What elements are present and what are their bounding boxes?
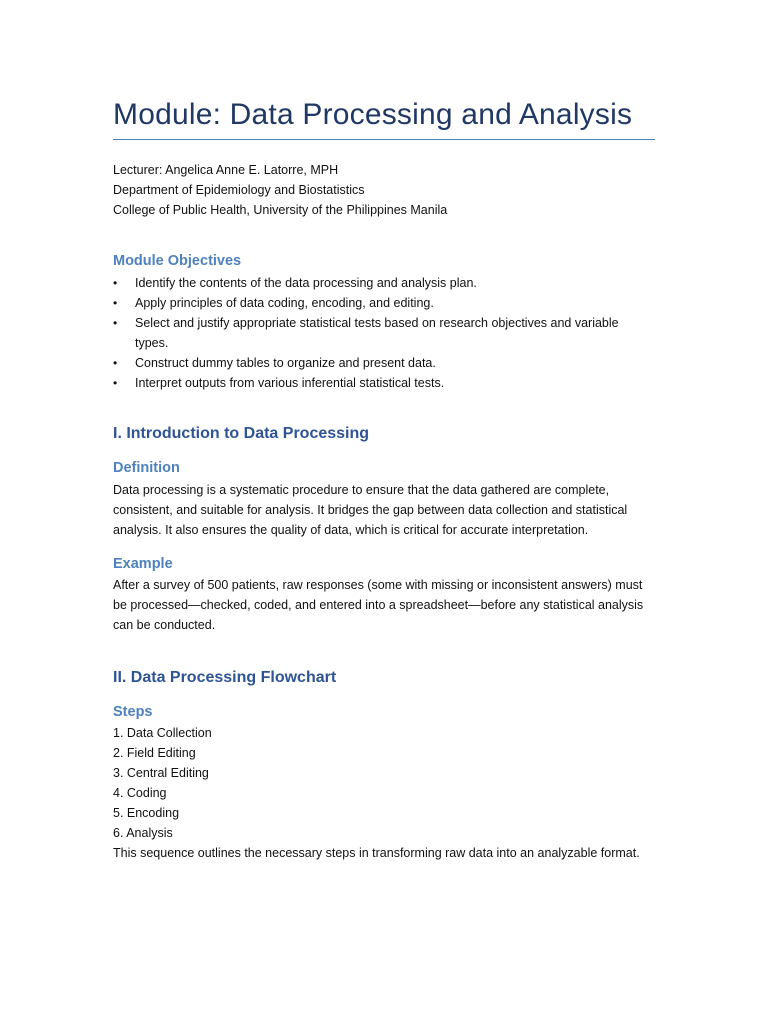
department-name: Department of Epidemiology and Biostatistics: [113, 183, 365, 197]
bullet-icon: •: [113, 276, 118, 290]
list-item: 5. Encoding: [113, 806, 180, 820]
example-heading: Example: [113, 556, 173, 572]
list-item: 6. Analysis: [113, 826, 173, 840]
steps-summary: This sequence outlines the necessary steps in transforming raw data into an analyzable format.: [113, 846, 640, 860]
objectives-heading: Module Objectives: [113, 253, 242, 269]
steps-heading: Steps: [113, 704, 153, 720]
definition-heading: Definition: [113, 460, 180, 476]
objectives-list: [113, 273, 655, 393]
bullet-icon: •: [113, 376, 118, 390]
bullet-icon: •: [113, 316, 118, 330]
list-item: • Apply principles of data coding, encoding, and editing.: [113, 293, 655, 313]
lecturer-info: [113, 160, 655, 220]
document-title: Module: Data Processing and Analysis: [113, 98, 633, 131]
section-heading-flowchart: II. Data Processing Flowchart: [113, 669, 337, 686]
example-text: After a survey of 500 patients, raw responses (some with missing or inconsistent answers) must be processed—checked, coded, and entered into a spreadsheet—before any statistical analysis can be conducted.: [113, 578, 644, 632]
college-name: College of Public Health, University of the Philippines Manila: [113, 203, 448, 217]
steps-list: [113, 723, 655, 863]
bullet-icon: •: [113, 356, 118, 370]
list-item: • Identify the contents of the data processing and analysis plan.: [113, 273, 655, 293]
definition-text: Data processing is a systematic procedure to ensure that the data gathered are complete, consistent, and suitable for analysis. It bridges the gap between data collection and statistical analysis. It also ensures the quality of data, which is critical for accurate interpretation.: [113, 483, 628, 537]
list-item: • Select and justify appropriate statistical tests based on research objectives and variable types.: [113, 313, 655, 353]
section-heading-introduction: I. Introduction to Data Processing: [113, 425, 370, 442]
lecturer-name: Lecturer: Angelica Anne E. Latorre, MPH: [113, 163, 339, 177]
list-item: • Interpret outputs from various inferential statistical tests.: [113, 373, 655, 393]
document-body: [113, 96, 655, 863]
list-item: 2. Field Editing: [113, 746, 196, 760]
list-item: 4. Coding: [113, 786, 167, 800]
bullet-icon: •: [113, 296, 118, 310]
list-item: 1. Data Collection: [113, 726, 212, 740]
list-item: • Construct dummy tables to organize and present data.: [113, 353, 655, 373]
list-item: 3. Central Editing: [113, 766, 209, 780]
title-divider: [113, 139, 655, 140]
